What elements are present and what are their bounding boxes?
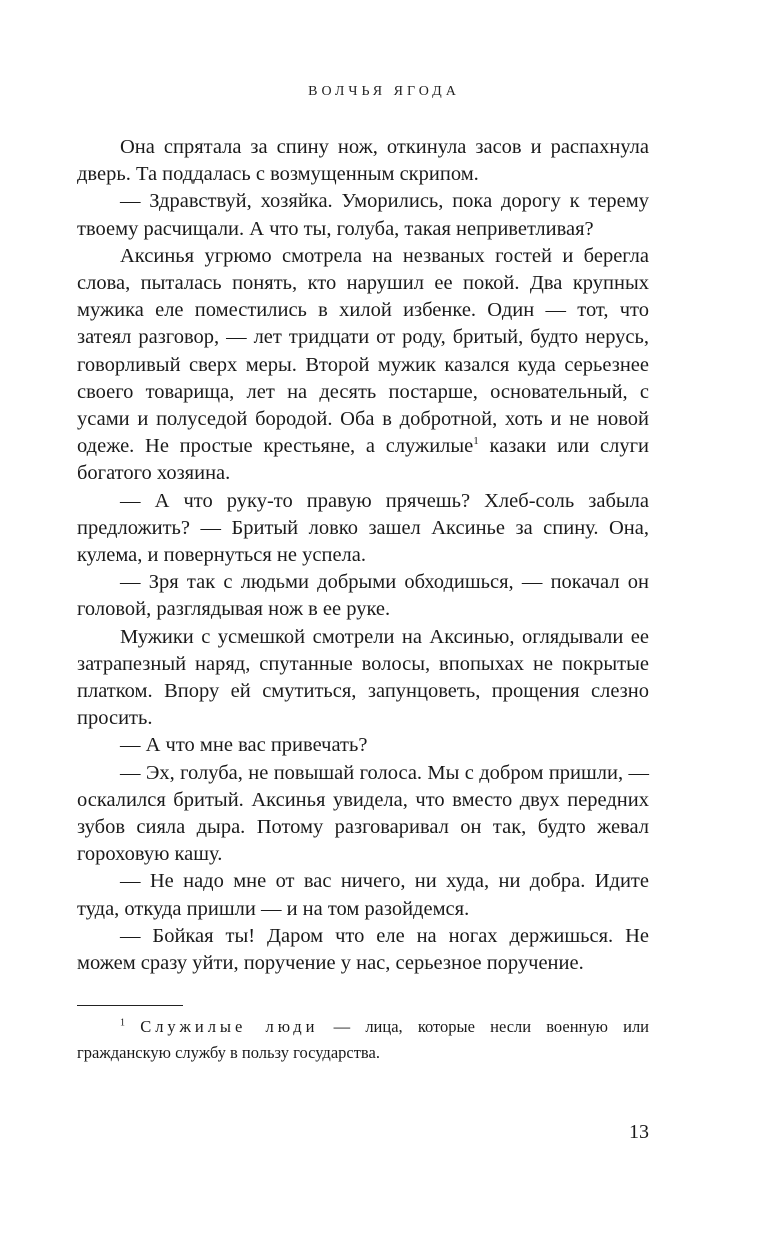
- footnote-term: Служилые люди: [140, 1017, 319, 1036]
- paragraph: Мужики с усмешкой смотрели на Аксинью, оглядывали ее затрапезный наряд, спутанные волосы, впопыхах не покрытые платком. Впору ей смутиться, запунцоветь, прощения слезно просить.: [77, 625, 649, 730]
- paragraph-text: Аксинья угрюмо смотрела на незваных гостей и берегла слова, пыталась понять, кто нарушил ее покой. Два крупных мужика еле поместились в хилой избенке. Один — тот, что затеял разговор, — лет тридцати от роду, бритый, будто нерусь, говорливый сверх меры. Второй мужик казался куда серьезнее своего товарища, лет на десять постарше, основательный, с усами и полуседой бородой. Оба в добротной, хоть и не новой одеже. Не простые крестьяне, а служилые: [77, 244, 649, 458]
- footnote-number: 1: [120, 1017, 125, 1029]
- paragraph: — Не надо мне от вас ничего, ни худа, ни добра. Идите туда, откуда пришли — и на том разойдемся.: [77, 870, 649, 920]
- paragraph: — Зря так с людьми добрыми обходишься, — покачал он головой, разглядывая нож в ее руке.: [77, 571, 649, 621]
- paragraph: — А что мне вас привечать?: [120, 734, 368, 757]
- paragraph: — Бойкая ты! Даром что еле на ногах держишься. Не можем сразу уйти, поручение у нас, серьезное поручение.: [77, 924, 649, 975]
- main-text: [77, 134, 649, 977]
- footnote: [77, 1014, 649, 1066]
- footnote-divider: [77, 1005, 183, 1006]
- footnote-paragraph: [77, 1014, 649, 1066]
- paragraph: — Эх, голуба, не повышай голоса. Мы с добром пришли, — оскалился бритый. Аксинья увидела, что вместо двух передних зубов сияла дыра. Потому разговаривал он так, будто жевал гороховую кашу.: [77, 761, 649, 866]
- paragraph: Она спрятала за спину нож, откинула засов и распахнула дверь. Та поддалась с возмущенным скрипом.: [77, 136, 649, 186]
- running-title: ВОЛЧЬЯ ЯГОДА: [308, 84, 460, 99]
- paragraph-text-tail: казаки или слуги богатого хозяина.: [77, 435, 649, 485]
- paragraph: — А что руку-то правую прячешь? Хлеб-соль забыла предложить? — Бритый ловко зашел Аксинье за спину. Она, кулема, и повернуться не успела.: [77, 489, 649, 567]
- paragraph: — Здравствуй, хозяйка. Уморились, пока дорогу к терему твоему расчищали. А что ты, голуба, такая неприветливая?: [77, 190, 649, 240]
- footnote-reference: 1: [473, 435, 479, 448]
- paragraph-with-footnote: [77, 243, 649, 488]
- page-number: 13: [629, 1121, 649, 1143]
- footnote-text: — лица, которые несли военную или гражданскую службу в пользу государства.: [77, 1017, 650, 1062]
